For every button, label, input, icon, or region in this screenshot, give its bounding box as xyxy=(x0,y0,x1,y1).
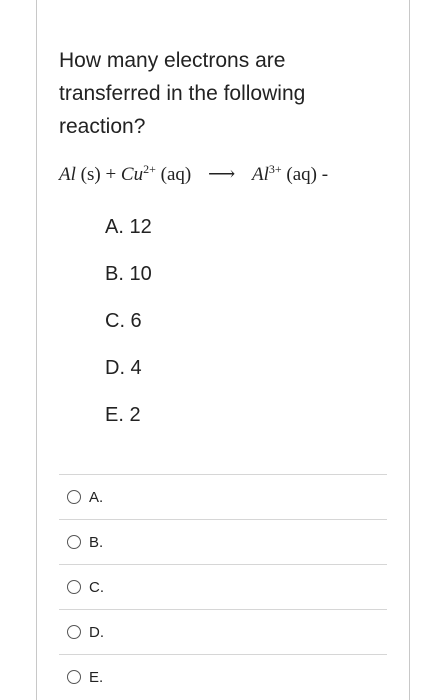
reaction-equation xyxy=(59,162,328,186)
radio-button-icon[interactable] xyxy=(67,625,81,639)
reactant-copper-state: (aq) xyxy=(160,164,192,185)
choice-item: D. 4 xyxy=(105,357,142,379)
choice-item: A. 12 xyxy=(105,216,152,238)
answer-label: A. xyxy=(89,488,104,506)
reaction-arrow: ⟶ xyxy=(207,164,236,185)
question-text: How many electrons are transferred in the following reaction? xyxy=(59,49,306,138)
radio-button-icon[interactable] xyxy=(67,670,81,684)
reactant-copper-charge: 2+ xyxy=(143,162,156,176)
radio-button-icon[interactable] xyxy=(67,580,81,594)
answer-option-e[interactable] xyxy=(59,654,387,699)
choice-list xyxy=(105,210,152,445)
product-aluminum-state: (aq) xyxy=(286,164,317,185)
answer-option-b[interactable] xyxy=(59,519,387,564)
question-card xyxy=(36,0,410,700)
answer-options xyxy=(59,474,387,699)
plus-sign: + xyxy=(105,164,117,185)
radio-button-icon[interactable] xyxy=(67,535,81,549)
answer-label: E. xyxy=(89,668,104,686)
product-aluminum-charge: 3+ xyxy=(268,162,282,176)
answer-label: C. xyxy=(89,578,104,596)
equation-trailing: - xyxy=(321,164,329,185)
answer-label: D. xyxy=(89,623,104,641)
answer-option-c[interactable] xyxy=(59,564,387,609)
reactant-aluminum: Al xyxy=(59,164,76,185)
choice-item: B. 10 xyxy=(105,263,152,285)
product-aluminum: Al xyxy=(251,164,269,185)
answer-option-d[interactable] xyxy=(59,609,387,654)
reactant-aluminum-state: (s) xyxy=(80,164,101,185)
choice-item: C. 6 xyxy=(105,310,142,332)
radio-button-icon[interactable] xyxy=(67,490,81,504)
choice-item: E. 2 xyxy=(105,404,141,426)
answer-option-a[interactable] xyxy=(59,474,387,519)
reactant-copper: Cu xyxy=(120,164,144,185)
answer-label: B. xyxy=(89,533,104,551)
